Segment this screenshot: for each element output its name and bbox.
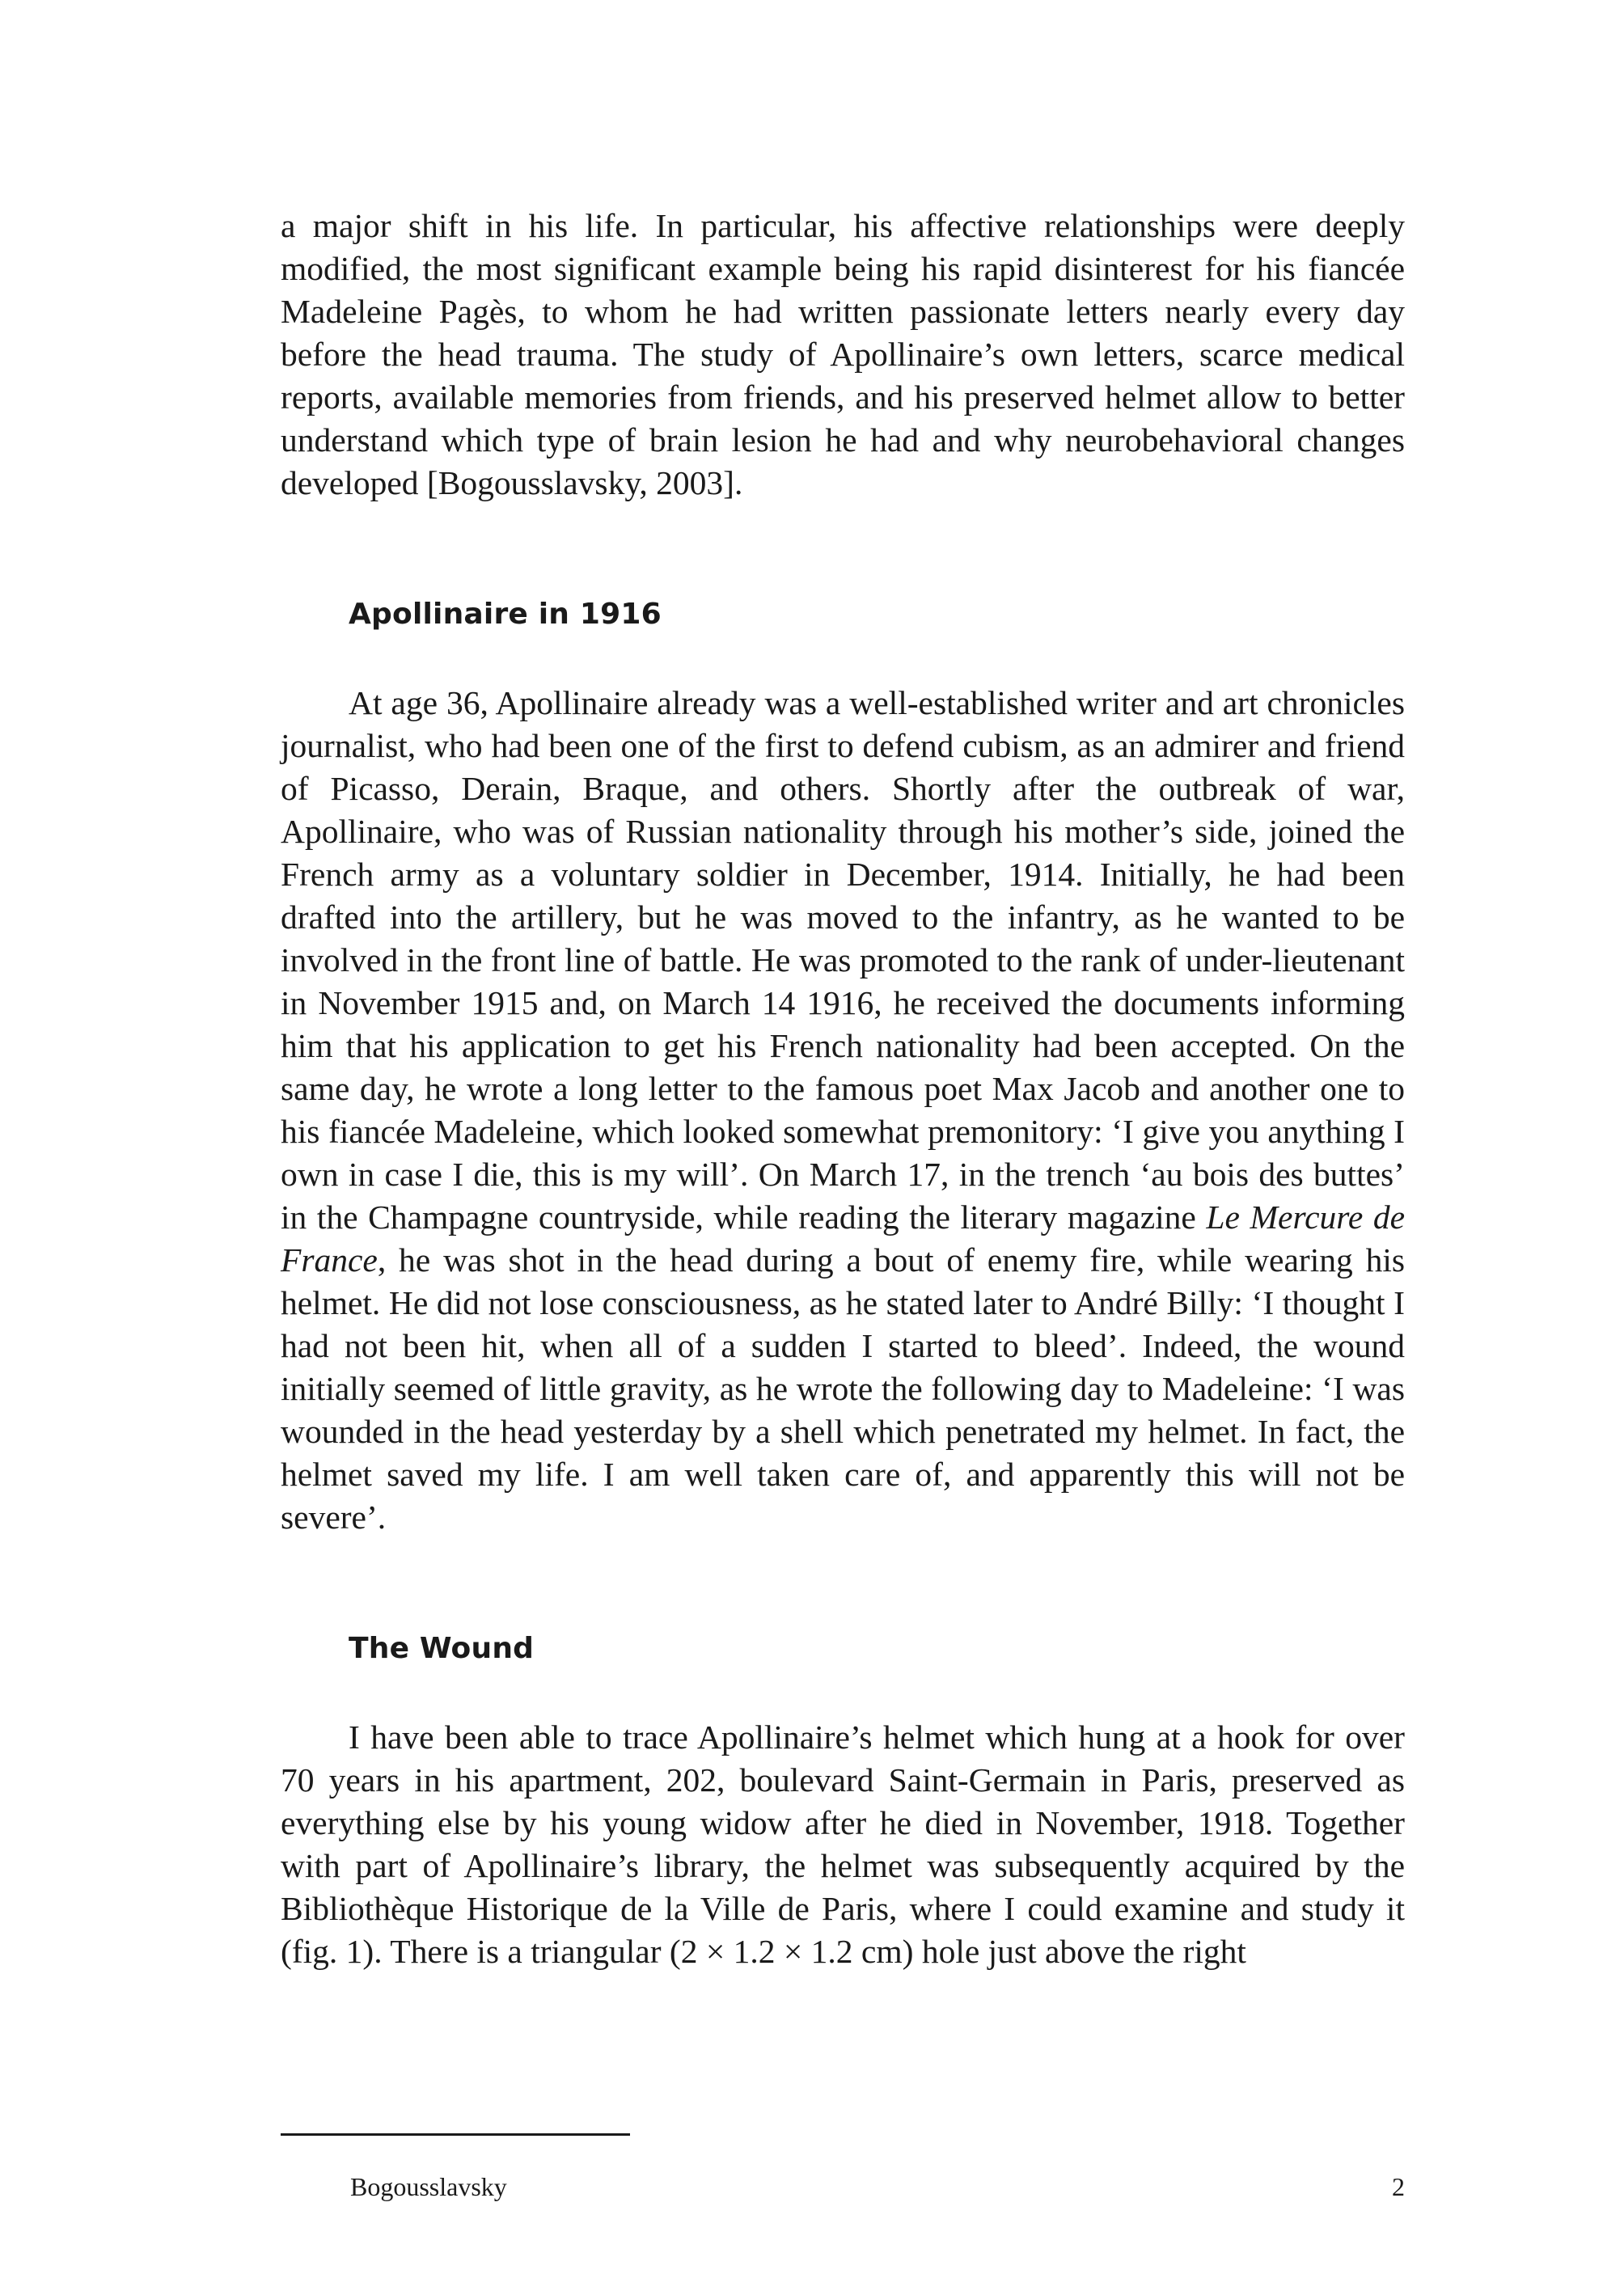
- footer-divider: [281, 2133, 630, 2136]
- section-1-text-after-title: , he was shot in the head during a bout of enemy fire, while wearing his helmet. He did not lose consciousness, as he stated later to André Billy: ‘I thought I had not been hit, when all of a sudden I started to bleed’. Indeed, the wound initially seemed of little gravity, as he wrote the following day to Madeleine: ‘I was wounded in the head yesterday by a shell which penetrated my helmet. In fact, the helmet saved my life. I am well taken care of, and apparently this will not be severe’.: [281, 1241, 1405, 1536]
- section-2-body: [281, 1716, 1405, 1973]
- magazine-title: Le Mercure de France: [281, 1198, 1405, 1279]
- section-1-text-before-title: At age 36, Apollinaire already was a well-established writer and art chronicles journalist, who had been one of the first to defend cubism, as an admirer and friend of Picasso, Derain, Braque, and others. Shortly after the outbreak of war, Apollinaire, who was of Russian nationality through his mother’s side, joined the French army as a voluntary soldier in December, 1914. Initially, he had been drafted into the artillery, but he was moved to the infantry, as he wanted to be involved in the front line of battle. He was promoted to the rank of under-lieutenant in November 1915 and, on March 14 1916, he received the documents informing him that his application to get his French nationality had been accepted. On the same day, he wrote a long letter to the famous poet Max Jacob and another one to his fiancée Madeleine, which looked somewhat premonitory: ‘I give you anything I own in case I die, this is my will’. On March 17, in the trench ‘au bois des buttes’ in the Champagne countryside, while reading the literary magazine: [281, 684, 1405, 1236]
- intro-paragraph: a major shift in his life. In particular, his affective relationships were deeply modified, the most significant example being his rapid disinterest for his fiancée Madeleine Pagès, to whom he had written passionate letters nearly every day before the head trauma. The study of Apollinaire’s own letters, scarce medical reports, available memories from friends, and his preserved helmet allow to better understand which type of brain lesion he had and why neurobehavioral changes developed [Bogousslavsky, 2003].: [281, 207, 1405, 501]
- page-number: 2: [1392, 2172, 1405, 2201]
- footer-author: Bogousslavsky: [350, 2172, 507, 2201]
- section-1-paragraph: [281, 682, 1405, 1539]
- section-1-body: [281, 682, 1405, 1539]
- section-heading-apollinaire-1916: Apollinaire in 1916: [349, 598, 662, 631]
- section-heading-the-wound: The Wound: [349, 1632, 535, 1665]
- section-2-paragraph: I have been able to trace Apollinaire’s helmet which hung at a hook for over 70 years in his apartment, 202, boulevard Saint-Germain in Paris, preserved as everything else by his young widow after he died in November, 1918. Together with part of Apollinaire’s library, the helmet was subsequently acquired by the Bibliothèque Historique de la Ville de Paris, where I could examine and study it (fig. 1). There is a triangular (2 × 1.2 × 1.2 cm) hole just above the right: [281, 1718, 1405, 1970]
- intro-text: [281, 205, 1405, 505]
